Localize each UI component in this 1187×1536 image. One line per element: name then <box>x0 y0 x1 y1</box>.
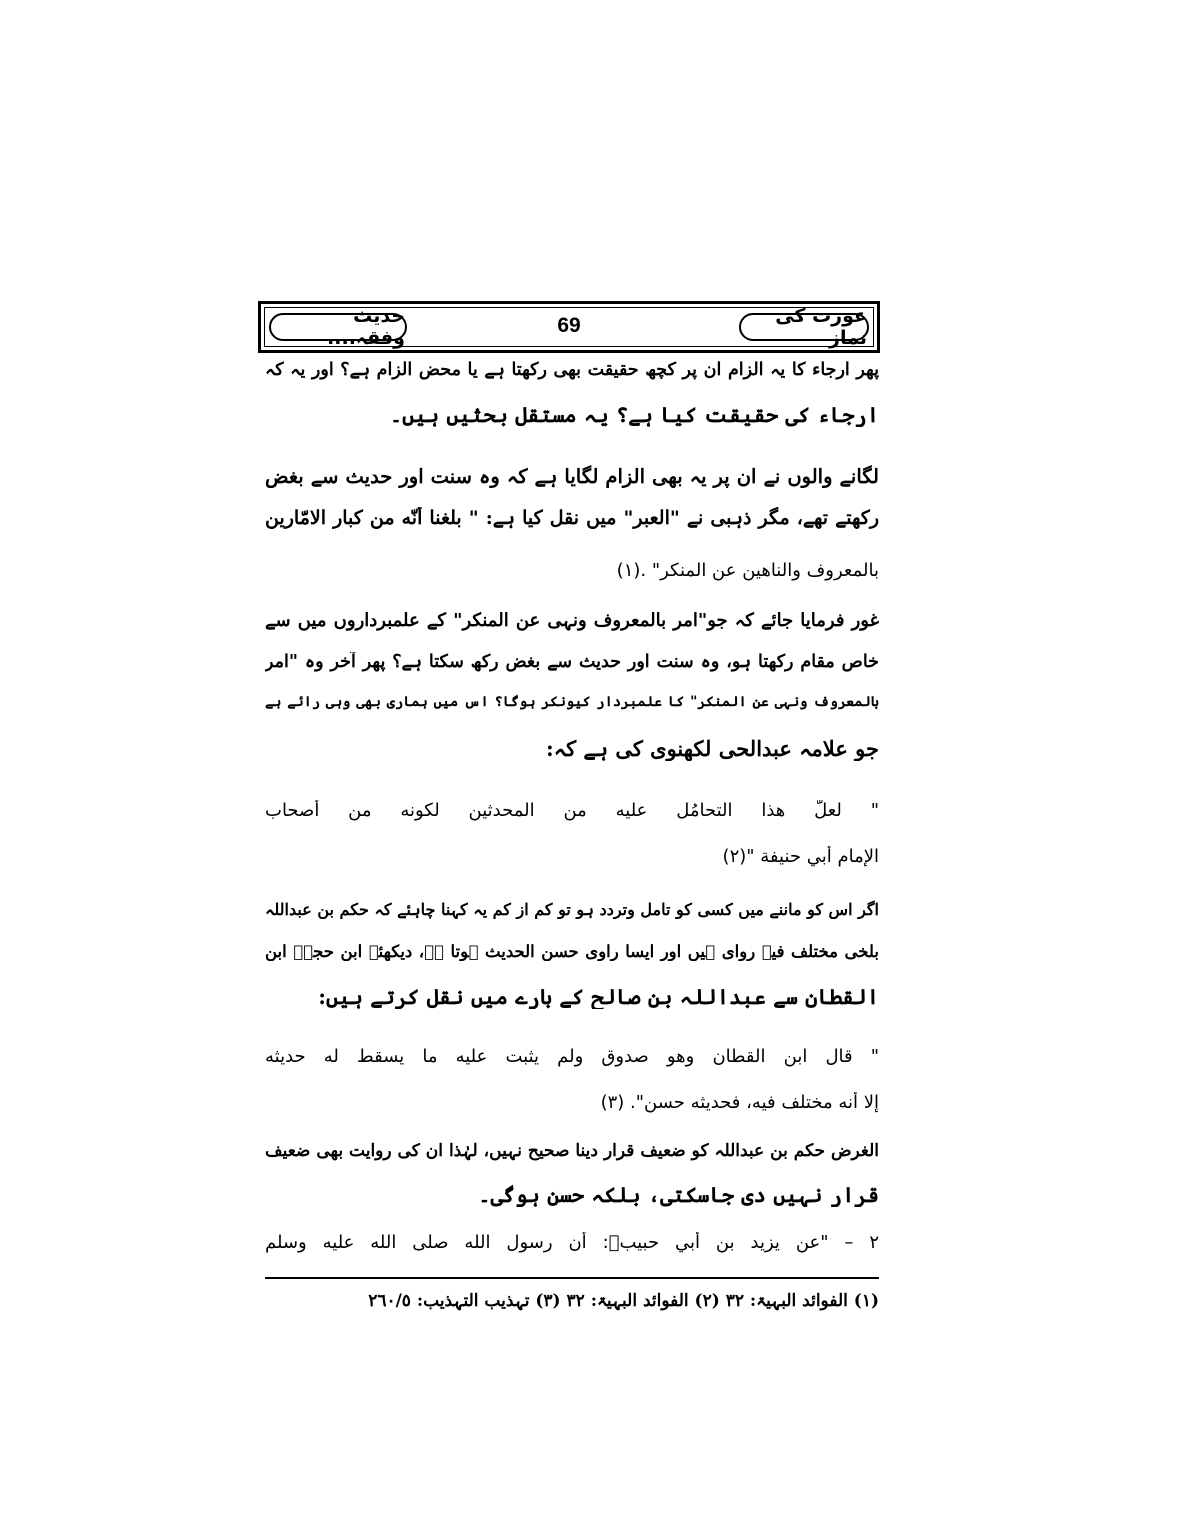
page-header <box>258 301 880 353</box>
text-line: اگر اس کو ماننے میں کسی کو تامل وتردد ہو تو کم از کم یہ کہنا چاہئے کہ حکم بن عبداللہ <box>265 900 879 919</box>
quote-line: " قال ابن القطان وهو صدوق ولم يثبت عليه ما يسقط له حديثه <box>265 1046 879 1067</box>
text-line: پھر ارجاء کا یہ الزام ان پر کچھ حقیقت بھی رکھتا ہے یا محض الزام ہے؟ اور یہ کہ <box>265 360 879 380</box>
quote-line: " لعلّ هذا التحامُل عليه من المحدثين لكونه من أصحاب <box>265 800 879 821</box>
quote-line: إلا أنه مختلف فيه، فحديثه حسن". (٣) <box>600 1092 879 1113</box>
book-title-badge: عورت کی نماز <box>739 313 869 341</box>
text-line: بالمعروف ونہی عن المنکر" کا علمبردار کیونکر ہوگا؟ اس میں ہماری بھی وہی رائے ہے <box>265 694 879 710</box>
text-line: بالمعروف والناهين عن المنكر" .(١) <box>616 560 879 581</box>
text-line: القطان سے عبداللہ بن صالح کے بارے میں نقل کرتے ہیں: <box>318 984 879 1009</box>
quote-line: ٢ – "عن يزيد بن أبي حبيبؒ: أن رسول الله صلى الله عليه وسلم <box>265 1232 879 1253</box>
text-line: ارجاء کی حقیقت کیا ہے؟ یہ مستقل بحثیں ہیں۔ <box>389 402 879 427</box>
text-line: خاص مقام رکھتا ہو، وہ سنت اور حدیث سے بغض رکھ سکتا ہے؟ پھر آخر وہ "امر <box>265 652 879 672</box>
text-line: غور فرمایا جائے کہ جو"امر بالمعروف ونہی عن المنکر" کے علمبرداروں میں سے <box>265 610 879 631</box>
footnote-separator <box>265 1277 879 1279</box>
page-number: 69 <box>557 314 581 337</box>
text-line: قرار نہیں دی جاسکتی، بلکہ حسن ہوگی۔ <box>478 1182 879 1207</box>
footnote: (١) الفوائد البہیۃ: ٣٢ (٢) الفوائد البہیۃ: ٣٢ (٣) تہذیب التہذیب: ٢٦٠/٥ <box>368 1291 879 1311</box>
section-title-badge: حدیث وفقہ.... <box>269 313 407 341</box>
text-line: رکھتے تھے، مگر ذہبی نے "العبر" میں نقل کیا ہے: " بلغنا أنّه من كبار الامّارين <box>265 507 879 529</box>
text-line: بلخی مختلف فیہ روای ہیں اور ایسا راوی حسن الحدیث ہوتا ہے، دیکھئے ابن حجرؒ ابن <box>265 942 879 961</box>
text-line: الغرض حکم بن عبداللہ کو ضعیف قرار دینا صحیح نہیں، لہٰذا ان کی روایت بھی ضعیف <box>265 1141 879 1161</box>
quote-line: الإمام أبي حنيفة "(٢) <box>722 846 879 867</box>
text-line: لگانے والوں نے ان پر یہ بھی الزام لگایا ہے کہ وہ سنت اور حدیث سے بغض <box>265 465 879 488</box>
text-line: جو علامہ عبدالحی لکھنوی کی ہے کہ: <box>546 736 879 761</box>
